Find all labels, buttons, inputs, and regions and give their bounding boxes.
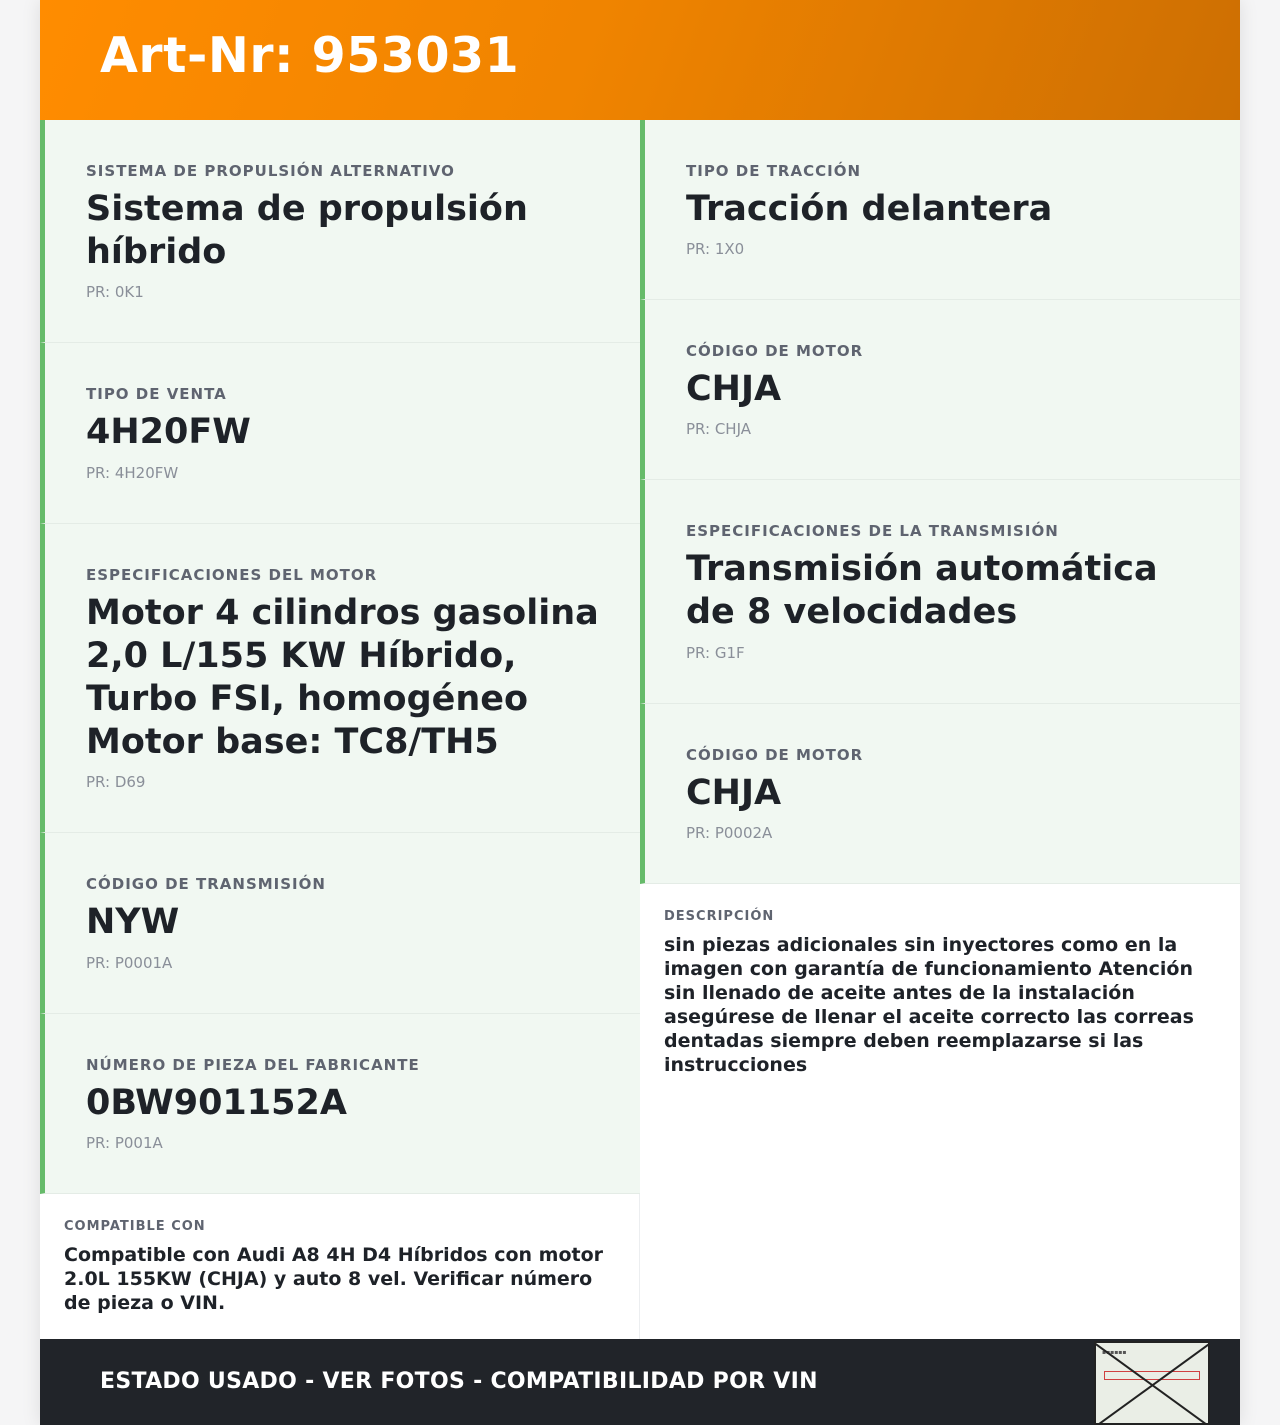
header-bar: [40, 0, 1240, 120]
spec-card-engine-code: [640, 300, 1240, 480]
spec-pr-code: PR: P0001A: [86, 954, 173, 972]
spec-card-transmission-code: [40, 833, 640, 1014]
spec-label: ESPECIFICACIONES DEL MOTOR: [86, 566, 378, 584]
spec-card-sale-type: [40, 343, 640, 524]
spec-pr-code: PR: 1X0: [686, 240, 745, 258]
spec-pr-code: PR: CHJA: [686, 420, 752, 438]
description-section: [640, 884, 1240, 1339]
spec-card-engine-code-2: [640, 704, 1240, 884]
spec-card-propulsion: [40, 120, 640, 343]
spec-pr-code: PR: G1F: [686, 644, 745, 662]
label-photo-thumbnail[interactable]: [1094, 1341, 1210, 1425]
spec-card-manufacturer-part: [40, 1014, 640, 1194]
spec-value: 0BW901152A: [86, 1083, 347, 1123]
spec-label: NÚMERO DE PIEZA DEL FABRICANTE: [86, 1056, 420, 1074]
spec-value: 4H20FW: [86, 412, 251, 452]
spec-label: SISTEMA DE PROPULSIÓN ALTERNATIVO: [86, 162, 455, 180]
spec-label: CÓDIGO DE MOTOR: [686, 342, 864, 360]
spec-pr-code: PR: P0002A: [686, 824, 773, 842]
spec-column-right: [640, 120, 1240, 884]
thumbnail-caption: ▪▪▪▪▪▪: [1102, 1349, 1127, 1356]
compatibility-text: Compatible con Audi A8 4H D4 Híbridos con motor 2.0L 155KW (CHJA) y auto 8 vel. Verificar número de pieza o VIN.: [64, 1244, 604, 1314]
article-number-title: Art-Nr: 953031: [100, 27, 520, 84]
spec-card-drive-type: [640, 120, 1240, 300]
compatibility-label: COMPATIBLE CON: [64, 1219, 206, 1234]
spec-column-left: [40, 120, 640, 1194]
spec-value: NYW: [86, 902, 180, 942]
footer-status-text: ESTADO USADO - VER FOTOS - COMPATIBILIDAD POR VIN: [100, 1369, 818, 1394]
thumbnail-red-frame: [1104, 1371, 1200, 1380]
footer-bar: [40, 1339, 1240, 1425]
spec-value: Sistema de propulsión híbrido: [86, 189, 528, 272]
compatibility-section: [40, 1194, 640, 1339]
spec-label: CÓDIGO DE MOTOR: [686, 746, 864, 764]
spec-label: CÓDIGO DE TRANSMISIÓN: [86, 875, 326, 893]
spec-pr-code: PR: P001A: [86, 1134, 163, 1152]
spec-label: TIPO DE VENTA: [86, 385, 227, 403]
spec-card-transmission-specs: [640, 480, 1240, 704]
spec-value: Transmisión automática de 8 velocidades: [686, 549, 1158, 632]
spec-pr-code: PR: 0K1: [86, 283, 144, 301]
description-text: sin piezas adicionales sin inyectores como en la imagen con garantía de funcionamiento Atención sin llenado de aceite antes de la instalación asegúrese de llenar el aceite correcto las correas dentadas siempre deben reemplazarse si las instrucciones: [664, 934, 1194, 1076]
spec-pr-code: PR: 4H20FW: [86, 464, 179, 482]
description-label: DESCRIPCIÓN: [664, 909, 775, 924]
product-sheet: [40, 0, 1240, 1425]
spec-label: ESPECIFICACIONES DE LA TRANSMISIÓN: [686, 522, 1059, 540]
spec-value: Tracción delantera: [686, 189, 1053, 229]
spec-pr-code: PR: D69: [86, 773, 146, 791]
spec-value: Motor 4 cilindros gasolina 2,0 L/155 KW Híbrido, Turbo FSI, homogéneo Motor base: TC8/TH5: [86, 593, 599, 762]
spec-value: CHJA: [686, 773, 782, 813]
spec-value: CHJA: [686, 369, 782, 409]
spec-label: TIPO DE TRACCIÓN: [686, 162, 861, 180]
spec-card-engine-specs: [40, 524, 640, 833]
